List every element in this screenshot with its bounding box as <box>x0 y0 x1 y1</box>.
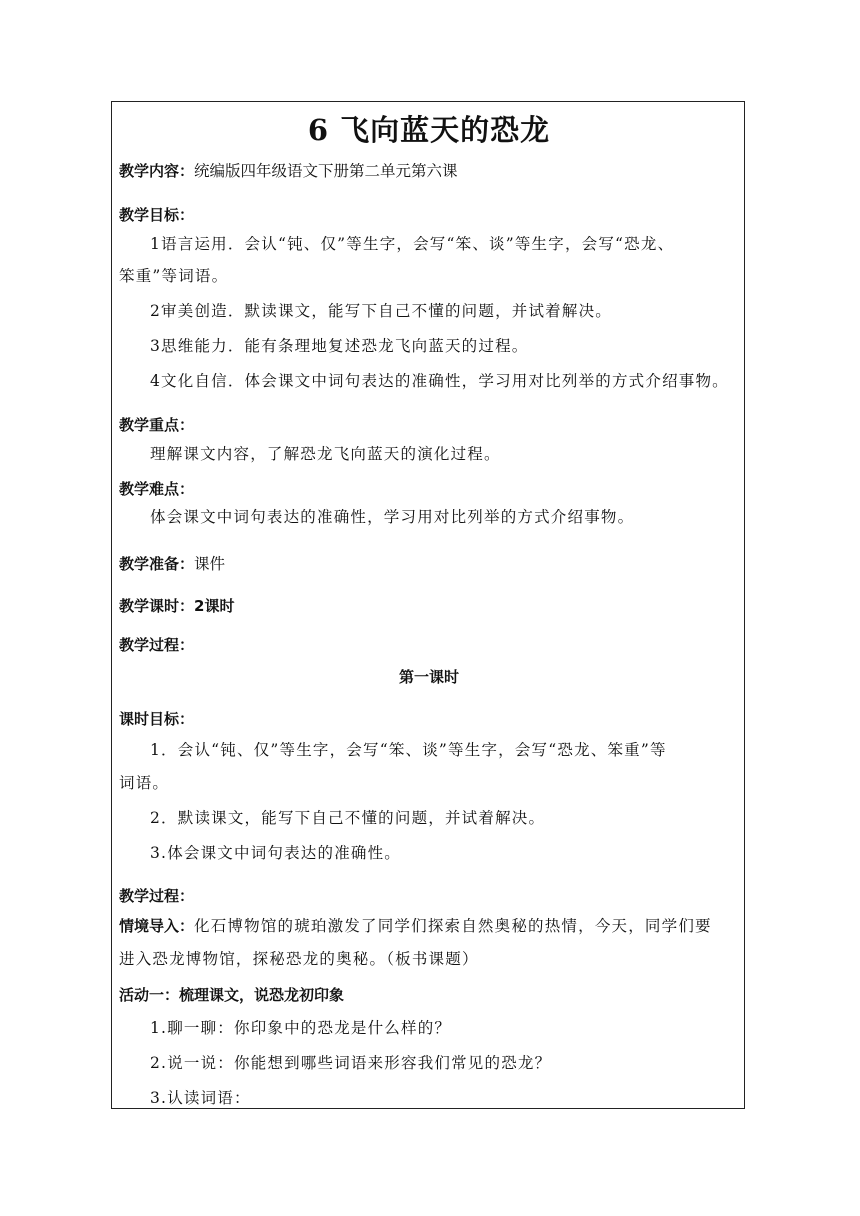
intro-text-continued: 进入恐龙博物馆，探秘恐龙的奥秘。（板书课题） <box>119 950 479 968</box>
preparation-text: 课件 <box>194 555 226 573</box>
lesson-heading: 第一课时 <box>398 668 459 686</box>
intro-text: 化石博物馆的琥珀激发了同学们探索自然奥秘的热情，今天，同学们要 <box>194 917 712 935</box>
key-points-label: 教学重点： <box>119 416 195 434</box>
goal-item: 3思维能力．能有条理地复述恐龙飞向蓝天的过程。 <box>150 337 529 355</box>
difficulties-text: 体会课文中词句表达的准确性，学习用对比列举的方式介绍事物。 <box>150 508 635 526</box>
page-title: 6 飞向蓝天的恐龙 <box>307 113 551 147</box>
goals-label: 教学目标： <box>119 206 195 224</box>
activity-item: 2.说一说：你能想到哪些词语来形容我们常见的恐龙？ <box>150 1054 552 1072</box>
activity-label: 活动一：梳理课文，说恐龙初印象 <box>119 986 345 1004</box>
activity-item: 1.聊一聊：你印象中的恐龙是什么样的？ <box>150 1019 452 1037</box>
content-label: 教学内容： <box>119 162 195 180</box>
intro-label: 情境导入： <box>119 917 195 935</box>
lesson-goal-item: 2．默读课文，能写下自己不懂的问题，并试着解决。 <box>150 809 546 827</box>
preparation-label: 教学准备： <box>119 555 195 573</box>
lesson-goal-item: 1．会认“钝、仅”等生字，会写“笨、谈”等生字，会写“恐龙、笨重”等 <box>150 741 667 759</box>
goal-item: 2审美创造．默读课文，能写下自己不懂的问题，并试着解决。 <box>150 302 612 320</box>
lesson-goals-label: 课时目标： <box>119 710 195 728</box>
preparation-row <box>119 553 225 575</box>
difficulties-label: 教学难点： <box>119 480 195 498</box>
process-label: 教学过程： <box>119 636 195 654</box>
key-points-text: 理解课文内容，了解恐龙飞向蓝天的演化过程。 <box>150 445 501 463</box>
goal-item: 笨重”等词语。 <box>119 267 229 285</box>
goal-item: 1语言运用．会认“钝、仅”等生字，会写“笨、谈”等生字，会写“恐龙、 <box>150 235 675 253</box>
hours-row <box>119 595 234 617</box>
lesson-plan-box <box>111 101 745 1109</box>
lesson-goal-item: 词语。 <box>119 774 170 792</box>
activity-item: 3.认读词语： <box>150 1089 251 1107</box>
goal-item: 4文化自信．体会课文中词句表达的准确性，学习用对比列举的方式介绍事物。 <box>150 372 729 390</box>
lesson-process-label: 教学过程： <box>119 887 195 905</box>
content-row <box>119 160 458 182</box>
intro-row <box>119 915 712 937</box>
lesson-goal-item: 3.体会课文中词句表达的准确性。 <box>150 844 401 862</box>
hours-text: 2课时 <box>194 597 235 615</box>
content-text: 统编版四年级语文下册第二单元第六课 <box>194 162 458 180</box>
hours-label: 教学课时： <box>119 597 195 615</box>
